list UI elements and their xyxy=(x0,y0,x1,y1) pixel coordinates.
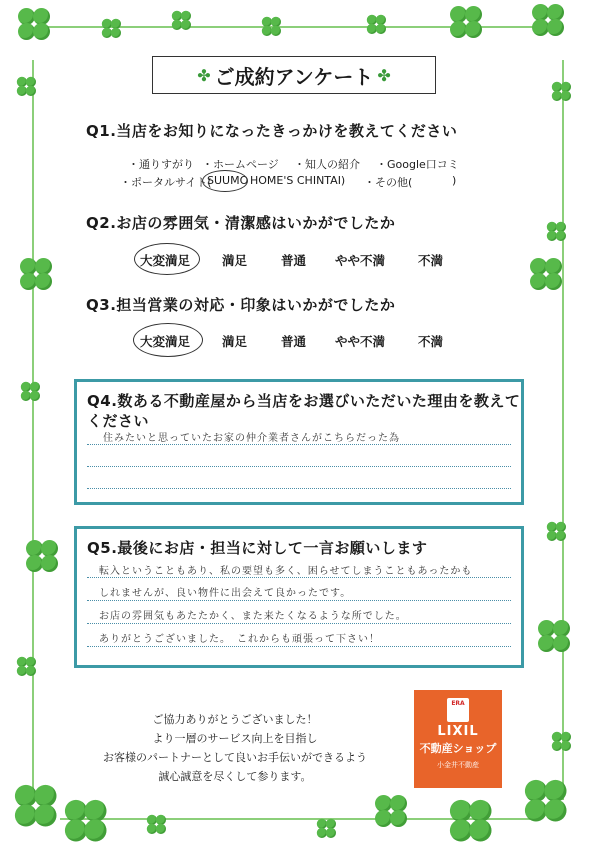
clover-icon xyxy=(375,795,409,829)
answer-line xyxy=(87,466,511,467)
q1-portal-others: HOME'S CHINTAI) xyxy=(250,174,346,187)
q5-panel xyxy=(74,526,524,668)
q3-rating-very-satisfied: 大変満足 xyxy=(140,334,191,349)
answer-line xyxy=(87,444,511,445)
clover-icon xyxy=(102,19,122,39)
q1-portal-suumo: SUUMO xyxy=(207,174,249,187)
q5-question: Q5.最後にお店・担当に対して一言お願いします xyxy=(87,539,428,557)
clover-icon xyxy=(172,11,192,31)
q4-answer-line: 住みたいと思っていたお家の仲介業者さんがこちらだった為 xyxy=(103,433,400,444)
q1-option-google: ・Google口コミ xyxy=(376,158,459,171)
clover-icon xyxy=(15,785,59,829)
thanks-line: お客様のパートナーとして良いお手伝いができるよう xyxy=(103,751,367,764)
q3-rating-neutral: 普通 xyxy=(281,334,307,349)
q1-question: Q1.当店をお知りになったきっかけを教えてください xyxy=(86,122,458,140)
q1-option-homepage: ・ホームページ xyxy=(202,158,279,171)
clover-icon xyxy=(367,15,387,35)
q2-rating-very-dissatisfied: 不満 xyxy=(418,253,444,268)
q2-question: Q2.お店の雰囲気・清潔感はいかがでしたか xyxy=(86,214,396,232)
q2-rating-very-satisfied: 大変満足 xyxy=(140,253,191,268)
clover-icon xyxy=(547,522,567,542)
logo-company: 小金井不動産 xyxy=(437,761,479,769)
q4-panel xyxy=(74,379,524,505)
selection-circle xyxy=(202,170,248,192)
page-title xyxy=(152,56,436,94)
logo-brand: LIXIL xyxy=(437,724,479,739)
era-logo: ERA xyxy=(447,698,469,722)
clover-icon xyxy=(525,780,569,824)
clover-icon xyxy=(532,4,566,38)
q5-answer-line: ありがとうございました。 これからも頑張って下さい！ xyxy=(99,634,380,645)
clover-icon xyxy=(262,17,282,37)
answer-line xyxy=(87,488,511,489)
q2-rating-neutral: 普通 xyxy=(281,253,307,268)
q4-question-line2: ください xyxy=(87,412,150,430)
clover-icon xyxy=(17,77,37,97)
selection-circle xyxy=(134,243,200,275)
company-logo xyxy=(414,690,502,788)
clover-icon xyxy=(20,258,54,292)
vine-left xyxy=(32,60,34,800)
clover-icon xyxy=(317,819,337,839)
q3-question: Q3.担当営業の対応・印象はいかがでしたか xyxy=(86,296,396,314)
clover-icon xyxy=(552,732,572,752)
q5-answer-line: しれませんが、良い物件に出会えて良かったです。 xyxy=(99,588,352,599)
clover-icon: ✤ xyxy=(197,65,211,85)
q1-option-portal: ・ポータルサイト( xyxy=(120,176,212,189)
clover-icon xyxy=(450,800,494,844)
q1-option-other-end: ) xyxy=(452,174,457,187)
q2-rating-dissatisfied: やや不満 xyxy=(335,253,386,268)
answer-line xyxy=(87,600,511,601)
clover-icon xyxy=(18,8,52,42)
logo-shop: 不動産ショップ xyxy=(419,742,497,755)
q1-option-walkby: ・通りすがり xyxy=(128,158,194,171)
thanks-line: ご協力ありがとうございました！ xyxy=(152,713,318,726)
q4-question-line1: Q4.数ある不動産屋から当店をお選びいただいた理由を教えて xyxy=(87,392,521,410)
answer-line xyxy=(87,646,511,647)
answer-line xyxy=(87,577,511,578)
clover-icon: ✤ xyxy=(377,65,391,85)
q5-answer-line: お店の雰囲気もあたたかく、また来たくなるような所でした。 xyxy=(99,611,407,622)
thanks-line: より一層のサービス向上を目指し xyxy=(152,732,318,745)
clover-icon xyxy=(26,540,60,574)
clover-icon xyxy=(552,82,572,102)
thank-you-message xyxy=(70,710,400,786)
clover-icon xyxy=(21,382,41,402)
q3-rating-very-dissatisfied: 不満 xyxy=(418,334,444,349)
answer-line xyxy=(87,623,511,624)
q1-option-other: ・その他( xyxy=(364,176,413,189)
title-text: ご成約アンケート xyxy=(214,64,374,89)
q2-rating-satisfied: 満足 xyxy=(222,253,248,268)
selection-circle xyxy=(133,323,203,357)
clover-icon xyxy=(17,657,37,677)
thanks-line: 誠心誠意を尽くして参ります。 xyxy=(158,770,312,783)
clover-icon xyxy=(450,6,484,40)
q5-answer-line: 転入ということもあり、私の要望も多く、困らせてしまうこともあったかも xyxy=(99,566,473,577)
q3-rating-satisfied: 満足 xyxy=(222,334,248,349)
vine-right xyxy=(562,60,564,800)
q1-option-referral: ・知人の紹介 xyxy=(294,158,360,171)
clover-icon xyxy=(530,258,564,292)
clover-icon xyxy=(547,222,567,242)
clover-icon xyxy=(538,620,572,654)
clover-icon xyxy=(65,800,109,844)
clover-icon xyxy=(147,815,167,835)
q3-rating-dissatisfied: やや不満 xyxy=(335,334,386,349)
